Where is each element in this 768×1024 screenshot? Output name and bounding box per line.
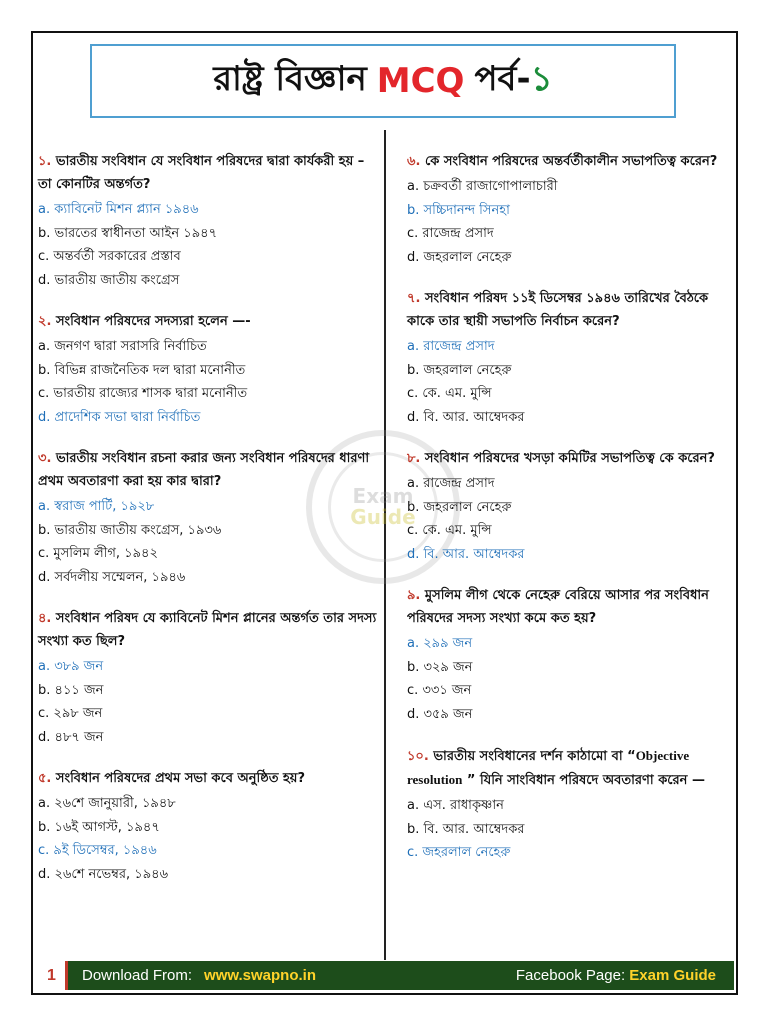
question-block bbox=[38, 607, 378, 749]
answer-option: c. ভারতীয় রাজ্যের শাসক দ্বারা মনোনীত bbox=[38, 386, 248, 401]
answer-option: b. জহরলাল নেহেরু bbox=[407, 499, 512, 515]
question-body: সংবিধান পরিষদের প্রথম সভা কবে অনুষ্ঠিত হয়? bbox=[55, 771, 306, 786]
answer-option-correct: a. রাজেন্দ্র প্রসাদ bbox=[407, 339, 495, 354]
question-block bbox=[38, 767, 378, 886]
answer-option: d. সর্বদলীয় সম্মেলন, ১৯৪৬ bbox=[38, 569, 186, 585]
question-text bbox=[407, 584, 729, 630]
facebook-label: Facebook Page: bbox=[515, 967, 626, 984]
question-number: ৫. bbox=[38, 771, 52, 786]
answer-option: c. অন্তর্বর্তী সরকারের প্রস্তাব bbox=[38, 249, 181, 264]
question-number: ৭. bbox=[407, 291, 421, 306]
answer-option-correct: a. ২৯৯ জন bbox=[407, 636, 473, 651]
download-label: Download From: bbox=[82, 967, 193, 984]
title-subject: রাষ্ট্র বিজ্ঞান bbox=[213, 58, 367, 99]
question-number: ১০. bbox=[407, 749, 429, 764]
question-text bbox=[38, 447, 378, 493]
question-block bbox=[38, 310, 378, 429]
title-part: পর্ব- bbox=[474, 58, 531, 99]
answer-option: b. ভারতীয় জাতীয় কংগ্রেস, ১৯৩৬ bbox=[38, 522, 222, 538]
answer-option: d. ২৬শে নভেম্বর, ১৯৪৬ bbox=[38, 866, 169, 882]
answer-option: d. বি. আর. আম্বেদকর bbox=[407, 409, 525, 425]
answer-option: b. বি. আর. আম্বেদকর bbox=[407, 821, 525, 837]
title-part-number: ১ bbox=[530, 58, 553, 99]
question-number: ২. bbox=[38, 314, 52, 329]
question-number: ৬. bbox=[407, 154, 421, 169]
question-text bbox=[38, 310, 378, 333]
question-body: ভারতীয় সংবিধান রচনা করার জন্য সংবিধান পরিষদের ধারণা প্রথম অবতারণা করা হয় কার দ্বারা? bbox=[38, 451, 370, 489]
question-text bbox=[407, 744, 729, 792]
question-text bbox=[38, 767, 378, 790]
page-title bbox=[90, 44, 676, 118]
question-number: ৪. bbox=[38, 611, 52, 626]
answer-option-correct: a. স্বরাজ পার্টি, ১৯২৮ bbox=[38, 499, 155, 514]
page-number: 1 bbox=[38, 961, 68, 990]
question-body: সংবিধান পরিষদ ১১ই ডিসেম্বর ১৯৪৬ তারিখের বৈঠকে কাকে তার স্থায়ী সভাপতি নির্বাচন করেন? bbox=[407, 291, 709, 329]
answer-option: b. জহরলাল নেহেরু bbox=[407, 362, 512, 378]
question-number: ৮. bbox=[407, 451, 421, 466]
question-block bbox=[407, 150, 729, 269]
question-body: সংবিধান পরিষদের সদস্যরা হলেন —- bbox=[55, 314, 251, 329]
question-body: সংবিধান পরিষদের খসড়া কমিটির সভাপতিত্ব কে করেন? bbox=[424, 451, 715, 466]
answer-option: d. ভারতীয় জাতীয় কংগ্রেস bbox=[38, 272, 180, 288]
question-body: ” যিনি সাংবিধান পরিষদে অবতারণা করেন — bbox=[462, 773, 705, 788]
question-block bbox=[407, 744, 729, 865]
question-block bbox=[407, 584, 729, 726]
question-number: ৯. bbox=[407, 588, 421, 603]
question-text bbox=[38, 150, 378, 196]
question-text bbox=[38, 607, 378, 653]
answer-option: b. বিভিন্ন রাজনৈতিক দল দ্বারা মনোনীত bbox=[38, 362, 246, 378]
question-body-latin: Objective resolution bbox=[407, 748, 690, 787]
footer-bar bbox=[38, 961, 734, 990]
answer-option-correct: b. সচ্চিদানন্দ সিনহা bbox=[407, 202, 510, 218]
question-number: ১. bbox=[38, 154, 52, 169]
question-text bbox=[407, 447, 729, 470]
answer-option: c. কে. এম. মুন্সি bbox=[407, 386, 492, 401]
question-block bbox=[407, 447, 729, 566]
question-body: সংবিধান পরিষদ যে ক্যাবিনেট মিশন প্লানের অন্তর্গত তার সদস্য সংখ্যা কত ছিল? bbox=[38, 611, 377, 649]
answer-option-correct: d. প্রাদেশিক সভা দ্বারা নির্বাচিত bbox=[38, 409, 201, 425]
facebook-page bbox=[516, 967, 716, 984]
answer-option: c. ৩৩১ জন bbox=[407, 683, 472, 698]
watermark-line1: Exam bbox=[352, 484, 414, 508]
answer-option-correct: a. ৩৮৯ জন bbox=[38, 659, 104, 674]
answer-option: d. জহরলাল নেহেরু bbox=[407, 249, 512, 265]
question-block bbox=[38, 447, 378, 589]
download-link[interactable]: www.swapno.in bbox=[204, 967, 316, 984]
facebook-page-name[interactable]: Exam Guide bbox=[629, 967, 716, 984]
watermark-line2: Guide bbox=[350, 505, 416, 529]
question-block bbox=[38, 150, 378, 292]
question-body: মুসলিম লীগ থেকে নেহেরু বেরিয়ে আসার পর সংবিধান পরিষদের সদস্য সংখ্যা কমে কত হয়? bbox=[407, 588, 709, 626]
answer-option: a. জনগণ দ্বারা সরাসরি নির্বাচিত bbox=[38, 339, 207, 354]
question-body: কে সংবিধান পরিষদের অন্তর্বর্তীকালীন সভাপতিত্ব করেন? bbox=[424, 154, 718, 169]
answer-option: a. এস. রাধাকৃষ্ণান bbox=[407, 798, 504, 813]
answer-option: b. ভারতের স্বাধীনতা আইন ১৯৪৭ bbox=[38, 225, 218, 241]
question-body: ভারতীয় সংবিধানের দর্শন কাঠামো বা “ bbox=[433, 749, 636, 764]
answer-option-correct: c. জহরলাল নেহেরু bbox=[407, 845, 511, 860]
question-block bbox=[407, 287, 729, 429]
question-body: ভারতীয় সংবিধান যে সংবিধান পরিষদের দ্বারা কার্যকরী হয় – তা কোনটির অন্তর্গত? bbox=[38, 154, 365, 192]
right-column bbox=[407, 150, 729, 883]
answer-option-correct: c. ৯ই ডিসেম্বর, ১৯৪৬ bbox=[38, 843, 157, 858]
answer-option: a. রাজেন্দ্র প্রসাদ bbox=[407, 476, 495, 491]
answer-option: b. ৩২৯ জন bbox=[407, 659, 473, 675]
title-mcq: MCQ bbox=[376, 61, 465, 101]
answer-option: d. ৩৫৯ জন bbox=[407, 706, 473, 722]
answer-option-correct: a. ক্যাবিনেট মিশন প্ল্যান ১৯৪৬ bbox=[38, 202, 199, 217]
answer-option: b. ১৬ই আগস্ট, ১৯৪৭ bbox=[38, 819, 160, 835]
answer-option: d. ৪৮৭ জন bbox=[38, 729, 104, 745]
column-divider bbox=[384, 130, 386, 960]
question-text bbox=[407, 287, 729, 333]
answer-option: c. মুসলিম লীগ, ১৯৪২ bbox=[38, 546, 158, 561]
answer-option: a. ২৬শে জানুয়ারী, ১৯৪৮ bbox=[38, 796, 176, 811]
answer-option: a. চক্রবর্তী রাজাগোপালাচারী bbox=[407, 179, 558, 194]
answer-option: c. কে. এম. মুন্সি bbox=[407, 523, 492, 538]
answer-option: c. ২৯৮ জন bbox=[38, 706, 103, 721]
question-text bbox=[407, 150, 729, 173]
answer-option-correct: d. বি. আর. আম্বেদকর bbox=[407, 546, 525, 562]
left-column bbox=[38, 150, 378, 904]
question-number: ৩. bbox=[38, 451, 52, 466]
answer-option: b. ৪১১ জন bbox=[38, 682, 104, 698]
answer-option: c. রাজেন্দ্র প্রসাদ bbox=[407, 226, 494, 241]
